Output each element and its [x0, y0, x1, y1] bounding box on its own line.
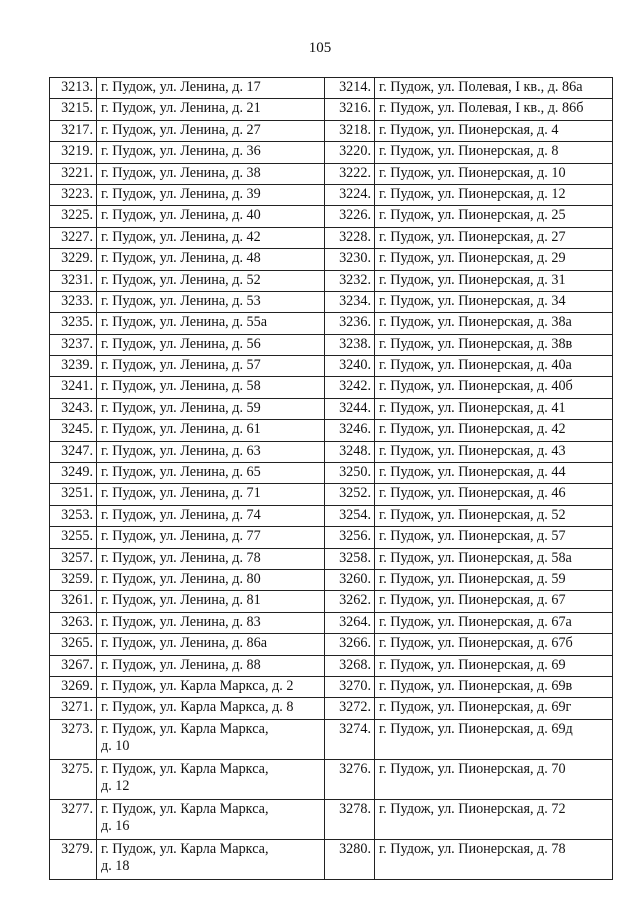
address-cell: [97, 719, 325, 759]
record-number: 3255.: [50, 527, 97, 548]
page-number: 105: [308, 40, 332, 56]
record-number: 3236.: [325, 313, 375, 334]
address-cell: г. Пудож, ул. Ленина, д. 80: [97, 569, 325, 590]
address-cell: г. Пудож, ул. Пионерская, д. 25: [375, 206, 613, 227]
record-number: 3275.: [50, 759, 97, 799]
table-row: [50, 334, 613, 355]
record-number: 3216.: [325, 99, 375, 120]
record-number: 3279.: [50, 839, 97, 879]
address-cell: [97, 799, 325, 839]
address-cell: г. Пудож, ул. Ленина, д. 57: [97, 356, 325, 377]
table-row: [50, 163, 613, 184]
record-number: 3263.: [50, 612, 97, 633]
record-number: 3220.: [325, 142, 375, 163]
record-number: 3234.: [325, 291, 375, 312]
table-row: [50, 484, 613, 505]
table-row: [50, 505, 613, 526]
address-cell: г. Пудож, ул. Ленина, д. 40: [97, 206, 325, 227]
record-number: 3253.: [50, 505, 97, 526]
address-cell: г. Пудож, ул. Ленина, д. 38: [97, 163, 325, 184]
record-number: 3250.: [325, 463, 375, 484]
table-row: [50, 676, 613, 697]
record-number: 3215.: [50, 99, 97, 120]
address-cell: г. Пудож, ул. Ленина, д. 74: [97, 505, 325, 526]
address-cell: г. Пудож, ул. Ленина, д. 88: [97, 655, 325, 676]
address-cell: г. Пудож, ул. Пионерская, д. 38в: [375, 334, 613, 355]
record-number: 3221.: [50, 163, 97, 184]
table-row: [50, 569, 613, 590]
table-row: [50, 759, 613, 799]
address-cell: г. Пудож, ул. Пионерская, д. 67а: [375, 612, 613, 633]
table-row: [50, 291, 613, 312]
address-cell: г. Пудож, ул. Пионерская, д. 67б: [375, 634, 613, 655]
record-number: 3224.: [325, 184, 375, 205]
table-row: [50, 227, 613, 248]
address-line-2: д. 12: [101, 777, 130, 794]
table-row: [50, 799, 613, 839]
address-cell: г. Пудож, ул. Пионерская, д. 29: [375, 249, 613, 270]
record-number: 3268.: [325, 655, 375, 676]
address-table: [49, 77, 613, 880]
address-line-2: д. 16: [101, 817, 130, 834]
record-number: 3262.: [325, 591, 375, 612]
record-number: 3273.: [50, 719, 97, 759]
address-cell: г. Пудож, ул. Пионерская, д. 72: [375, 799, 613, 839]
record-number: 3214.: [325, 78, 375, 99]
address-table-body: [50, 78, 613, 880]
record-number: 3267.: [50, 655, 97, 676]
table-row: [50, 270, 613, 291]
record-number: 3219.: [50, 142, 97, 163]
table-row: [50, 249, 613, 270]
record-number: 3232.: [325, 270, 375, 291]
record-number: 3260.: [325, 569, 375, 590]
record-number: 3247.: [50, 441, 97, 462]
record-number: 3280.: [325, 839, 375, 879]
table-row: [50, 142, 613, 163]
address-cell: г. Пудож, ул. Ленина, д. 86а: [97, 634, 325, 655]
address-cell: г. Пудож, ул. Пионерская, д. 46: [375, 484, 613, 505]
table-row: [50, 420, 613, 441]
record-number: 3264.: [325, 612, 375, 633]
table-row: [50, 839, 613, 879]
record-number: 3228.: [325, 227, 375, 248]
table-row: [50, 313, 613, 334]
record-number: 3256.: [325, 527, 375, 548]
record-number: 3242.: [325, 377, 375, 398]
table-row: [50, 634, 613, 655]
address-cell: г. Пудож, ул. Пионерская, д. 41: [375, 398, 613, 419]
table-row: [50, 655, 613, 676]
record-number: 3248.: [325, 441, 375, 462]
address-cell: г. Пудож, ул. Ленина, д. 65: [97, 463, 325, 484]
address-cell: г. Пудож, ул. Ленина, д. 48: [97, 249, 325, 270]
record-number: 3278.: [325, 799, 375, 839]
address-cell: г. Пудож, ул. Пионерская, д. 40б: [375, 377, 613, 398]
address-cell: г. Пудож, ул. Ленина, д. 27: [97, 120, 325, 141]
address-line-1: г. Пудож, ул. Карла Маркса,: [101, 840, 269, 857]
record-number: 3235.: [50, 313, 97, 334]
table-row: [50, 398, 613, 419]
record-number: 3257.: [50, 548, 97, 569]
record-number: 3254.: [325, 505, 375, 526]
record-number: 3270.: [325, 676, 375, 697]
record-number: 3223.: [50, 184, 97, 205]
address-cell: г. Пудож, ул. Пионерская, д. 69: [375, 655, 613, 676]
table-row: [50, 612, 613, 633]
address-cell: г. Пудож, ул. Пионерская, д. 57: [375, 527, 613, 548]
address-cell: г. Пудож, ул. Пионерская, д. 69г: [375, 698, 613, 719]
record-number: 3244.: [325, 398, 375, 419]
table-row: [50, 377, 613, 398]
address-cell: г. Пудож, ул. Пионерская, д. 44: [375, 463, 613, 484]
record-number: 3252.: [325, 484, 375, 505]
record-number: 3266.: [325, 634, 375, 655]
address-line-1: г. Пудож, ул. Карла Маркса,: [101, 720, 269, 737]
address-cell: г. Пудож, ул. Ленина, д. 17: [97, 78, 325, 99]
table-row: [50, 527, 613, 548]
address-cell: г. Пудож, ул. Ленина, д. 58: [97, 377, 325, 398]
record-number: 3237.: [50, 334, 97, 355]
record-number: 3272.: [325, 698, 375, 719]
address-cell: г. Пудож, ул. Пионерская, д. 43: [375, 441, 613, 462]
address-cell: г. Пудож, ул. Ленина, д. 52: [97, 270, 325, 291]
record-number: 3217.: [50, 120, 97, 141]
address-cell: г. Пудож, ул. Пионерская, д. 40а: [375, 356, 613, 377]
record-number: 3271.: [50, 698, 97, 719]
address-cell: г. Пудож, ул. Пионерская, д. 42: [375, 420, 613, 441]
address-cell: г. Пудож, ул. Ленина, д. 59: [97, 398, 325, 419]
table-row: [50, 206, 613, 227]
table-row: [50, 356, 613, 377]
record-number: 3241.: [50, 377, 97, 398]
record-number: 3238.: [325, 334, 375, 355]
address-cell: г. Пудож, ул. Ленина, д. 56: [97, 334, 325, 355]
record-number: 3249.: [50, 463, 97, 484]
address-cell: г. Пудож, ул. Ленина, д. 77: [97, 527, 325, 548]
record-number: 3227.: [50, 227, 97, 248]
record-number: 3233.: [50, 291, 97, 312]
table-row: [50, 548, 613, 569]
address-cell: г. Пудож, ул. Пионерская, д. 59: [375, 569, 613, 590]
record-number: 3245.: [50, 420, 97, 441]
address-cell: г. Пудож, ул. Карла Маркса, д. 2: [97, 676, 325, 697]
address-cell: г. Пудож, ул. Пионерская, д. 10: [375, 163, 613, 184]
address-cell: г. Пудож, ул. Ленина, д. 36: [97, 142, 325, 163]
address-cell: г. Пудож, ул. Пионерская, д. 70: [375, 759, 613, 799]
record-number: 3226.: [325, 206, 375, 227]
address-cell: г. Пудож, ул. Пионерская, д. 52: [375, 505, 613, 526]
record-number: 3243.: [50, 398, 97, 419]
table-row: [50, 120, 613, 141]
address-cell: г. Пудож, ул. Ленина, д. 42: [97, 227, 325, 248]
record-number: 3269.: [50, 676, 97, 697]
address-cell: г. Пудож, ул. Пионерская, д. 69д: [375, 719, 613, 759]
address-cell: г. Пудож, ул. Ленина, д. 81: [97, 591, 325, 612]
address-cell: г. Пудож, ул. Ленина, д. 63: [97, 441, 325, 462]
address-cell: г. Пудож, ул. Ленина, д. 53: [97, 291, 325, 312]
address-cell: [97, 759, 325, 799]
record-number: 3231.: [50, 270, 97, 291]
address-cell: г. Пудож, ул. Пионерская, д. 67: [375, 591, 613, 612]
address-cell: г. Пудож, ул. Ленина, д. 21: [97, 99, 325, 120]
address-cell: г. Пудож, ул. Пионерская, д. 31: [375, 270, 613, 291]
record-number: 3265.: [50, 634, 97, 655]
address-line-1: г. Пудож, ул. Карла Маркса,: [101, 800, 269, 817]
address-cell: г. Пудож, ул. Полевая, I кв., д. 86б: [375, 99, 613, 120]
address-cell: г. Пудож, ул. Пионерская, д. 34: [375, 291, 613, 312]
address-cell: г. Пудож, ул. Пионерская, д. 78: [375, 839, 613, 879]
record-number: 3240.: [325, 356, 375, 377]
address-line-1: г. Пудож, ул. Карла Маркса,: [101, 760, 269, 777]
address-cell: г. Пудож, ул. Ленина, д. 39: [97, 184, 325, 205]
record-number: 3213.: [50, 78, 97, 99]
address-cell: г. Пудож, ул. Пионерская, д. 4: [375, 120, 613, 141]
table-row: [50, 719, 613, 759]
record-number: 3251.: [50, 484, 97, 505]
address-cell: г. Пудож, ул. Пионерская, д. 27: [375, 227, 613, 248]
record-number: 3239.: [50, 356, 97, 377]
address-line-2: д. 18: [101, 857, 130, 874]
address-cell: г. Пудож, ул. Ленина, д. 83: [97, 612, 325, 633]
table-row: [50, 184, 613, 205]
table-row: [50, 99, 613, 120]
address-cell: г. Пудож, ул. Пионерская, д. 69в: [375, 676, 613, 697]
record-number: 3218.: [325, 120, 375, 141]
address-cell: г. Пудож, ул. Пионерская, д. 12: [375, 184, 613, 205]
record-number: 3229.: [50, 249, 97, 270]
record-number: 3258.: [325, 548, 375, 569]
table-row: [50, 441, 613, 462]
address-cell: г. Пудож, ул. Ленина, д. 71: [97, 484, 325, 505]
table-row: [50, 78, 613, 99]
address-line-2: д. 10: [101, 737, 130, 754]
address-cell: г. Пудож, ул. Ленина, д. 78: [97, 548, 325, 569]
address-cell: г. Пудож, ул. Карла Маркса, д. 8: [97, 698, 325, 719]
address-cell: г. Пудож, ул. Пионерская, д. 38а: [375, 313, 613, 334]
record-number: 3222.: [325, 163, 375, 184]
record-number: 3261.: [50, 591, 97, 612]
table-row: [50, 463, 613, 484]
table-row: [50, 698, 613, 719]
record-number: 3246.: [325, 420, 375, 441]
address-cell: [97, 839, 325, 879]
record-number: 3259.: [50, 569, 97, 590]
record-number: 3276.: [325, 759, 375, 799]
record-number: 3225.: [50, 206, 97, 227]
record-number: 3274.: [325, 719, 375, 759]
address-cell: г. Пудож, ул. Полевая, I кв., д. 86а: [375, 78, 613, 99]
address-cell: г. Пудож, ул. Пионерская, д. 58а: [375, 548, 613, 569]
record-number: 3277.: [50, 799, 97, 839]
table-row: [50, 591, 613, 612]
record-number: 3230.: [325, 249, 375, 270]
address-cell: г. Пудож, ул. Ленина, д. 55а: [97, 313, 325, 334]
address-cell: г. Пудож, ул. Пионерская, д. 8: [375, 142, 613, 163]
address-cell: г. Пудож, ул. Ленина, д. 61: [97, 420, 325, 441]
